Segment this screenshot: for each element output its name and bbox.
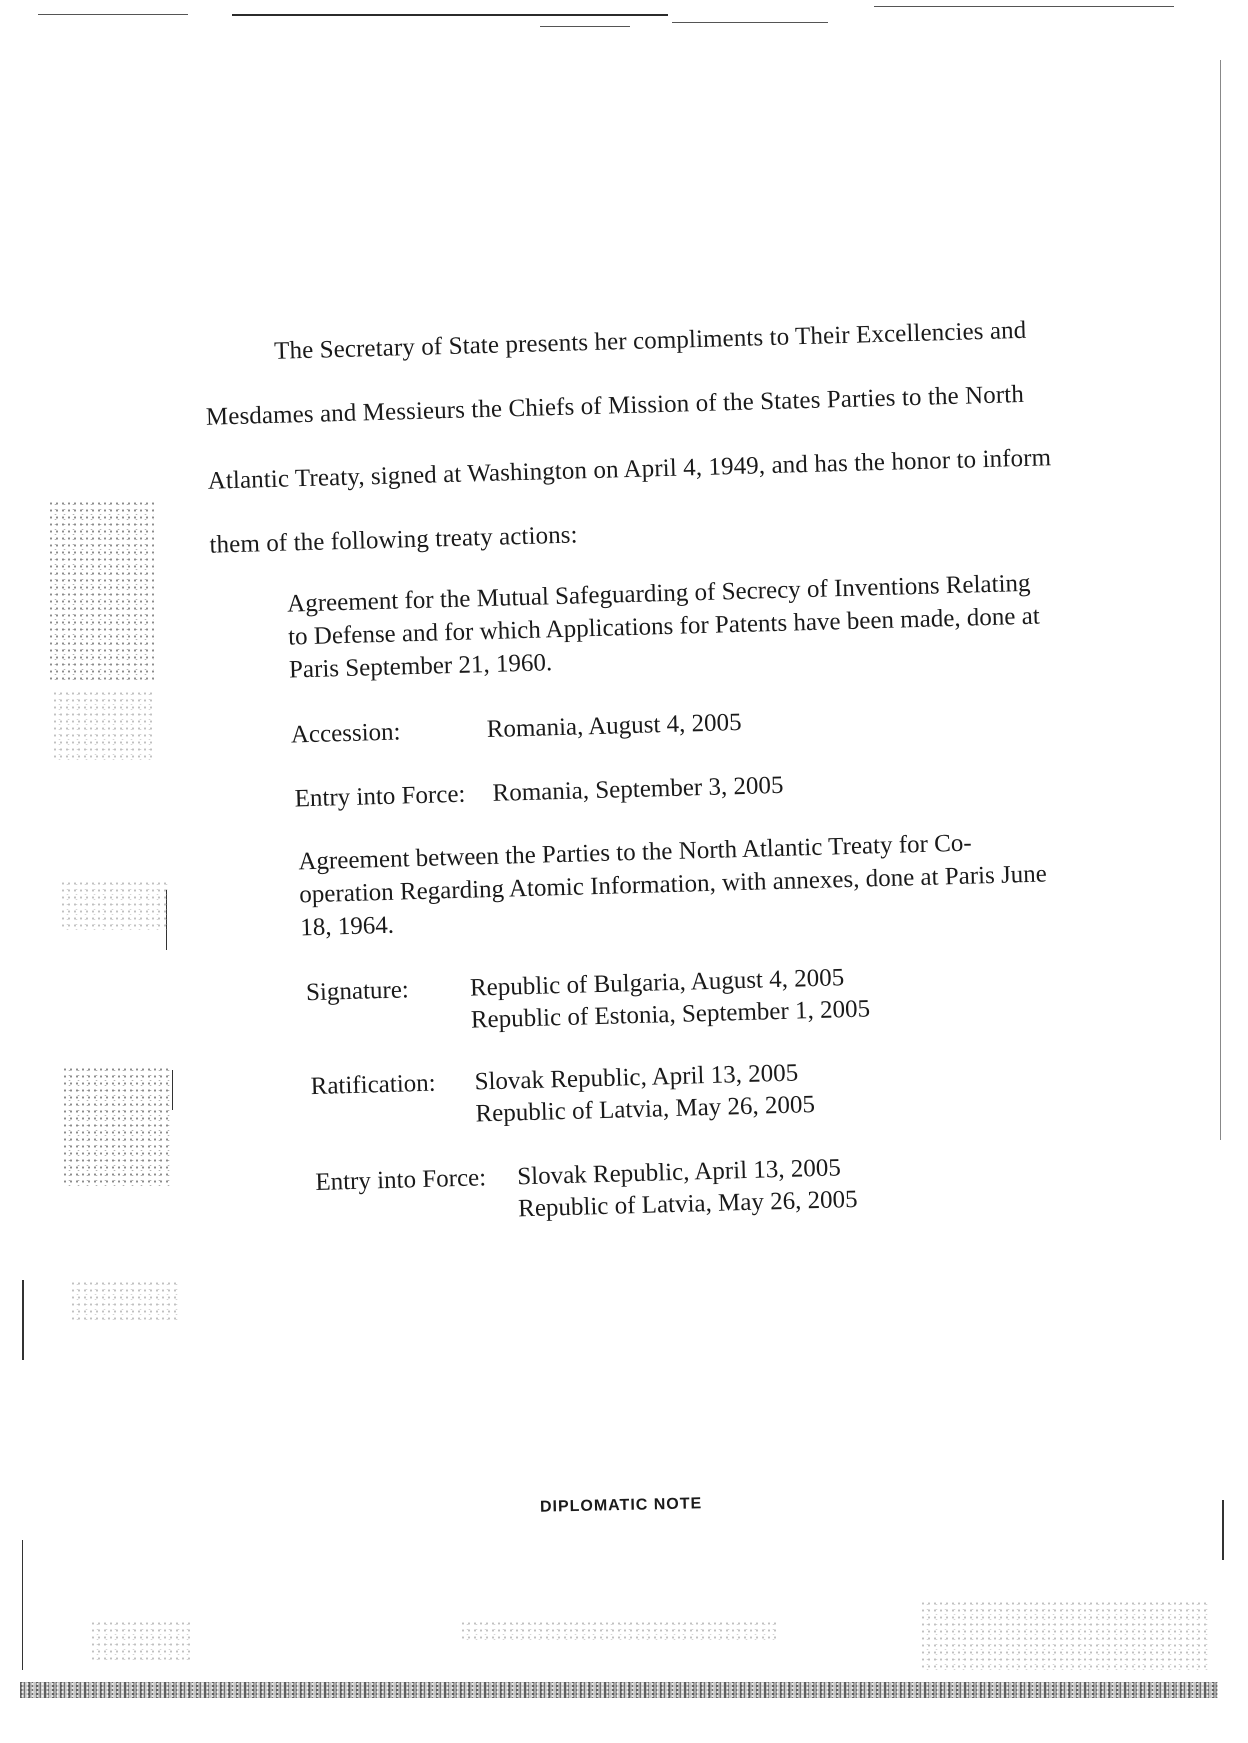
- action-value: Romania, September 3, 2005: [492, 771, 784, 807]
- diplomatic-note-label: DIPLOMATIC NOTE: [539, 1495, 703, 1516]
- action-value: Slovak Republic, April 13, 2005: [474, 1059, 799, 1096]
- intro-paragraph: [203, 297, 1090, 577]
- action-values: [470, 961, 871, 1036]
- agreement-1-entry-into-force: [294, 764, 994, 813]
- action-values: [486, 707, 742, 746]
- action-label: Ratification:: [310, 1069, 436, 1101]
- action-label: Entry into Force:: [294, 780, 466, 813]
- action-value: Republic of Latvia, May 26, 2005: [475, 1091, 816, 1128]
- action-value: Republic of Latvia, May 26, 2005: [517, 1185, 858, 1223]
- action-label: Accession:: [290, 718, 401, 749]
- intro-text: The Secretary of State presents her compliments to Their Excellencies and Mesdames and Messieurs the Chiefs of Mission of the States Parties to the North Atlantic Treaty, signed at Washington on April 4, 1949, and has the honor to inform them of the following treaty actions:: [205, 316, 1052, 559]
- action-value: Slovak Republic, April 13, 2005: [516, 1154, 842, 1191]
- agreement-2-entry-into-force: [315, 1147, 1035, 1223]
- agreement-1-title: Agreement for the Mutual Safeguarding of Secrecy of Inventions Relating to Defense and for which Applications for Patents have been made, done at Paris September 21, 1960.: [286, 569, 1041, 684]
- action-value: Republic of Estonia, September 1, 2005: [470, 995, 871, 1034]
- action-label: Entry into Force:: [315, 1164, 487, 1197]
- action-values: [474, 1057, 815, 1130]
- action-values: [517, 1152, 858, 1225]
- action-values: [492, 770, 784, 810]
- agreement-2-ratification: [310, 1051, 1030, 1128]
- action-value: Romania, August 4, 2005: [486, 708, 742, 744]
- action-label: Signature:: [305, 976, 410, 1007]
- agreement-2-signature: [305, 957, 1026, 1034]
- agreement-1-accession: [290, 700, 990, 749]
- agreement-2-title: Agreement between the Parties to the North Atlantic Treaty for Co-operation Regarding Atomic Information, with annexes, done at Paris June 18, 1964.: [298, 829, 1048, 942]
- action-value: Republic of Bulgaria, August 4, 2005: [469, 964, 845, 1002]
